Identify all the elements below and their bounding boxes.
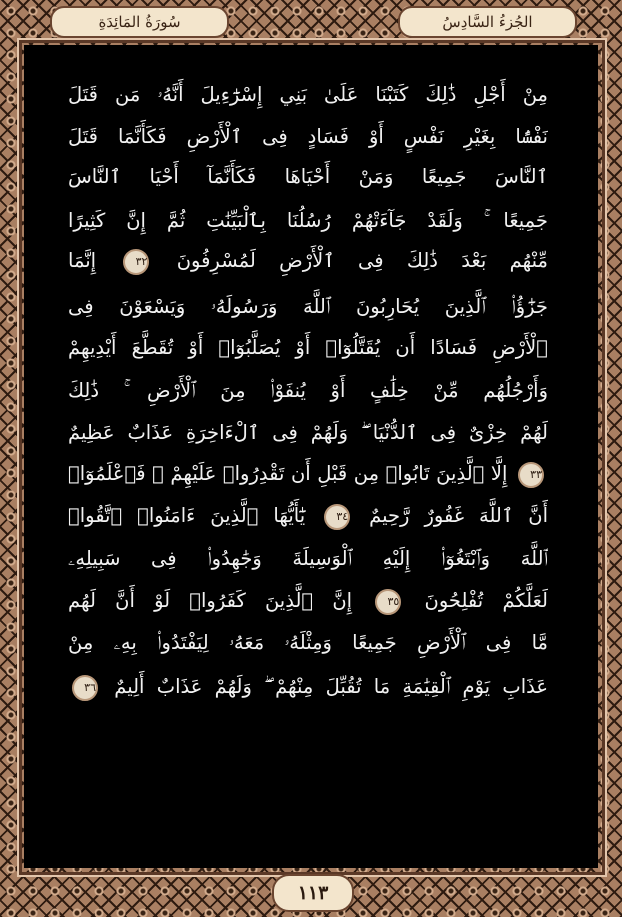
verse-text: جَمِيعًا ۚ وَلَقَدْ جَآءَتْهُمْ رُسُلُنَا بِٱلْبَيِّنَٰتِ ثُمَّ إِنَّ كَثِيرًا xyxy=(68,209,548,232)
verse-line xyxy=(68,624,548,662)
verse-text: ٱللَّهَ وَٱبْتَغُوٓا۟ إِلَيْهِ ٱلْوَسِيلَةَ وَجَٰهِدُوا۟ فِى سَبِيلِهِۦ xyxy=(68,547,548,570)
verse-text: إِنَّمَا xyxy=(68,249,97,272)
verse-text: عَذَابِ يَوْمِ ٱلْقِيَٰمَةِ مَا تُقُبِّلَ مِنْهُمْ ۖ وَلَهُمْ عَذَابٌ أَلِيمٌ xyxy=(114,675,548,698)
verse-line xyxy=(68,288,548,326)
verse-text: لَهُمْ خِزْىٌ فِى ٱلدُّنْيَا ۖ وَلَهُمْ فِى ٱلْءَاخِرَةِ عَذَابٌ عَظِيمٌ xyxy=(68,421,548,444)
ayah-marker: ٣٦ xyxy=(72,675,98,701)
ayah-marker: ٣٥ xyxy=(375,589,401,615)
verse-line xyxy=(68,497,548,535)
page-number: ١١٣ xyxy=(272,874,354,912)
verse-line xyxy=(68,414,548,452)
verse-line xyxy=(68,329,548,367)
verse-line xyxy=(68,242,548,280)
verse-text: يَٰٓأَيُّهَا ٱلَّذِينَ ءَامَنُوا۟ ٱتَّقُوا۟ xyxy=(68,504,306,527)
verse-text: مَّا فِى ٱلْأَرْضِ جَمِيعًا وَمِثْلَهُۥ مَعَهُۥ لِيَفْتَدُوا۟ بِهِۦ مِنْ xyxy=(68,631,548,654)
verse-text: ٱلْأَرْضِ فَسَادًا أَن يُقَتَّلُوٓا۟ أَوْ يُصَلَّبُوٓا۟ أَوْ تُقَطَّعَ أَيْدِيهِمْ xyxy=(68,336,548,359)
juz-title: الجُزءُ السَّادِسُ xyxy=(398,6,577,38)
verse-text: لَعَلَّكُمْ تُفْلِحُونَ xyxy=(424,589,548,612)
verse-line xyxy=(68,372,548,410)
verse-text: مِنْ أَجْلِ ذَٰلِكَ كَتَبْنَا عَلَىٰ بَنِي إِسْرَٰٓءِيلَ أَنَّهُۥ مَن قَتَلَ xyxy=(68,83,548,106)
verse-text: أَنَّ ٱللَّهَ غَفُورٌ رَّحِيمٌ xyxy=(369,504,548,527)
verse-line xyxy=(68,118,548,156)
verse-line xyxy=(68,582,548,620)
verse-text: ٱلنَّاسَ جَمِيعًا وَمَنْ أَحْيَاهَا فَكَأَنَّمَآ أَحْيَا ٱلنَّاسَ xyxy=(68,165,548,188)
surah-title: سُورَةُ المَائِدَةِ xyxy=(50,6,229,38)
verse-line xyxy=(68,540,548,578)
verse-text: وَأَرْجُلُهُم مِّنْ خِلَٰفٍ أَوْ يُنفَوْا۟ مِنَ ٱلْأَرْضِ ۚ ذَٰلِكَ xyxy=(68,379,548,402)
verse-line xyxy=(68,76,548,114)
verse-text: نَفْسًۢا بِغَيْرِ نَفْسٍ أَوْ فَسَادٍ فِى ٱلْأَرْضِ فَكَأَنَّمَا قَتَلَ xyxy=(68,125,548,148)
verse-line xyxy=(68,455,548,493)
verse-text: مِّنْهُم بَعْدَ ذَٰلِكَ فِى ٱلْأَرْضِ لَمُسْرِفُونَ xyxy=(176,249,548,272)
verse-line xyxy=(68,158,548,196)
ayah-marker: ٣٤ xyxy=(324,504,350,530)
verse-text: جَزَٰٓؤُا۟ ٱلَّذِينَ يُحَارِبُونَ ٱللَّهَ وَرَسُولَهُۥ وَيَسْعَوْنَ فِى xyxy=(68,295,548,318)
verse-line xyxy=(68,668,548,706)
verse-text: إِنَّ ٱلَّذِينَ كَفَرُوا۟ لَوْ أَنَّ لَهُم xyxy=(68,589,353,612)
verse-line xyxy=(68,202,548,240)
ayah-marker: ٣٣ xyxy=(518,462,544,488)
ayah-marker: ٣٢ xyxy=(123,249,149,275)
verse-text: إِلَّا ٱلَّذِينَ تَابُوا۟ مِن قَبْلِ أَن تَقْدِرُوا۟ عَلَيْهِمْ ۖ فَٱعْلَمُوٓا۟ xyxy=(68,462,508,485)
